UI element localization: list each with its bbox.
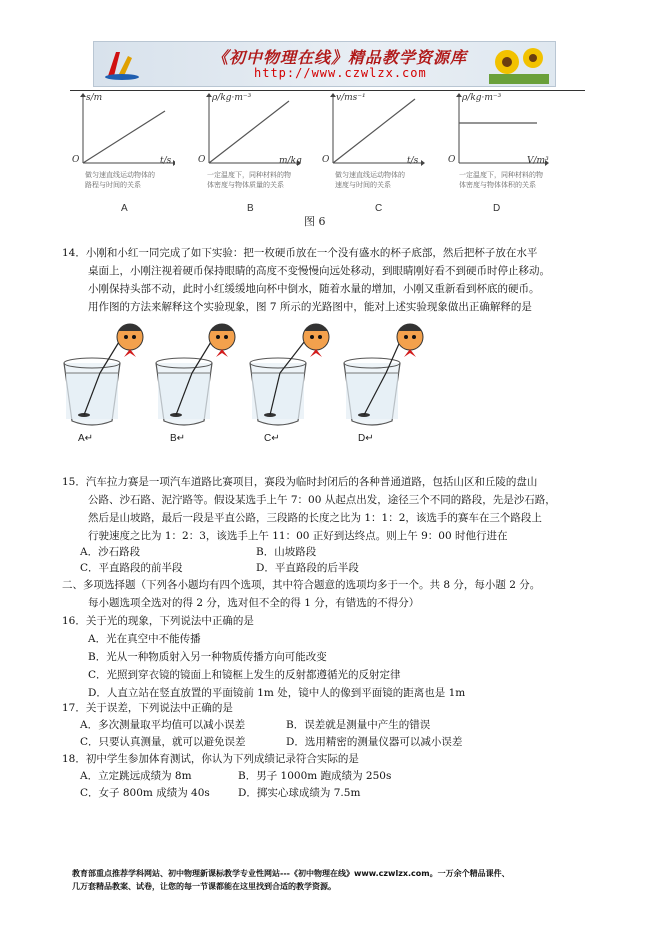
graph-c-letter: C: [375, 203, 383, 214]
q15-option-a: A．沙石路段: [80, 546, 141, 558]
q17-option-d: D．选用精密的测量仪器可以减小误差: [286, 736, 463, 748]
graph-b-origin: O: [198, 155, 206, 165]
q16-option-b: B．光从一种物质射入另一种物质传播方向可能改变: [88, 651, 327, 663]
graph-d-letter: D: [493, 203, 501, 214]
graph-a-axes: [65, 93, 175, 173]
graph-c-xlabel: t/s: [407, 156, 419, 166]
q15-option-b: B．山坡路段: [256, 546, 317, 558]
figure-7-light-paths: [60, 323, 600, 453]
q15-line-4: 行驶速度之比为 1：2：3，该选手上午 11：00 正好到达终点。则上午 9：00 时他行进在: [88, 530, 508, 542]
graph-a-xlabel: t/s: [160, 156, 172, 166]
footer-line-1: 教育部重点推荐学科网站、初中物理新课标教学专业性网站---《初中物理在线》www.czwlzx.com。一万余个精品课件、: [72, 869, 510, 878]
q16-stem: 16．关于光的现象，下列说法中正确的是: [62, 615, 254, 627]
q17-option-a: A．多次测量取平均值可以减小误差: [80, 719, 246, 731]
q18-option-b: B．男子 1000m 跑成绩为 250s: [238, 770, 392, 782]
header-title: 《初中物理在线》精品教学资源库: [212, 48, 468, 67]
q18-option-d: D．掷实心球成绩为 7.5m: [238, 787, 361, 799]
figure-6-label: 图 6: [304, 215, 326, 228]
q17-stem: 17．关于误差，下列说法中正确的是: [62, 702, 233, 714]
graph-b-letter: B: [247, 203, 254, 214]
cup-a-label: A↵: [78, 433, 94, 444]
q14-line-4: 用作图的方法来解释这个实验现象，图 7 所示的光路图中，能对上述实验现象做出正确解释的是: [88, 301, 532, 313]
q18-option-a: A．立定跳远成绩为 8m: [80, 770, 192, 782]
cup-d: [340, 323, 450, 453]
q15-option-d: D．平直路段的后半段: [256, 562, 359, 574]
graph-d-ylabel: ρ/kg·m⁻³: [462, 93, 502, 103]
graph-a-ylabel: s/m: [86, 93, 103, 103]
cup-b-label: B↵: [170, 433, 186, 444]
header-url[interactable]: http://www.czwlzx.com: [254, 66, 427, 80]
section2-line-2: 每小题选项全选对的得 2 分，选对但不全的得 1 分，有错选的不得分）: [88, 597, 420, 609]
footer-line-2: 几万套精品教案、试卷，让您的每一节课都能在这里找到合适的教学资源。: [72, 882, 336, 891]
cup-c-label: C↵: [264, 433, 280, 444]
graph-a-caption: 做匀速直线运动物体的 路程与时间的关系: [85, 171, 155, 189]
q16-option-c: C．光照到穿衣镜的镜面上和镜框上发生的反射都遵循光的反射定律: [88, 669, 401, 681]
header-banner: [93, 41, 556, 87]
graph-c-origin: O: [322, 155, 330, 165]
cup-d-label: D↵: [358, 433, 374, 444]
q16-option-d: D．人直立站在竖直放置的平面镜前 1m 处，镜中人的像到平面镜的距离也是 1m: [88, 687, 466, 699]
q17-option-c: C．只要认真测量，就可以避免误差: [80, 736, 246, 748]
q15-line-1: 15．汽车拉力赛是一项汽车道路比赛项目，赛段为临时封闭后的各种普通道路，包括山区和丘陵的盘山: [62, 476, 538, 488]
site-logo-icon: [102, 46, 142, 82]
graph-d-xlabel: V/m³: [527, 156, 549, 166]
header-divider: [70, 90, 585, 91]
graph-c: [319, 93, 429, 214]
graph-d: [445, 93, 555, 214]
q15-line-3: 然后是山坡路，最后一段是平直公路，三段路的长度之比为 1：1：2，该选手的赛车在三个路段上: [88, 512, 542, 524]
graph-d-caption: 一定温度下，同种材料的物 体密度与物体体积的关系: [459, 171, 543, 189]
graph-b: [193, 93, 303, 214]
graph-c-caption: 做匀速直线运动物体的 速度与时间的关系: [335, 171, 405, 189]
page-footer: [72, 867, 592, 893]
graph-b-caption: 一定温度下，同种材料的物 体密度与物体质量的关系: [207, 171, 291, 189]
q14-line-2: 桌面上，小刚注视着硬币保持眼睛的高度不变慢慢向远处移动，到眼睛刚好看不到硬币时停止移动。: [88, 265, 550, 277]
graph-d-origin: O: [448, 155, 456, 165]
q15-option-c: C．平直路段的前半段: [80, 562, 183, 574]
graph-b-ylabel: ρ/kg·m⁻³: [212, 93, 252, 103]
sunflower-icon: [489, 44, 549, 84]
q15-line-2: 公路、沙石路、泥泞路等。假设某选手上午 7：00 从起点出发，途径三个不同的路段，先是沙石路，: [88, 494, 556, 506]
cup-d-diagram: [340, 323, 450, 433]
graph-c-ylabel: v/ms⁻¹: [336, 93, 366, 103]
graph-b-xlabel: m/kg: [279, 156, 302, 166]
q17-option-b: B．误差就是测量中产生的错误: [286, 719, 431, 731]
q16-option-a: A．光在真空中不能传播: [88, 633, 201, 645]
q18-option-c: C．女子 800m 成绩为 40s: [80, 787, 210, 799]
graph-a: [65, 93, 175, 214]
section2-line-1: 二、多项选择题（下列各小题均有四个选项，其中符合题意的选项均多于一个。共 8 分，每小题 2 分。: [62, 579, 541, 591]
q14-line-1: 14．小刚和小红一同完成了如下实验：把一枚硬币放在一个没有盛水的杯子底部，然后把杯子放在水平: [62, 247, 538, 259]
q14-line-3: 小刚保持头部不动，此时小红缓缓地向杯中倒水，随着水量的增加，小刚又重新看到杯底的硬币。: [88, 283, 540, 295]
graph-a-origin: O: [72, 155, 80, 165]
figure-6: [65, 93, 585, 228]
q18-stem: 18．初中学生参加体育测试，你认为下列成绩记录符合实际的是: [62, 753, 359, 765]
graph-a-letter: A: [121, 203, 128, 214]
